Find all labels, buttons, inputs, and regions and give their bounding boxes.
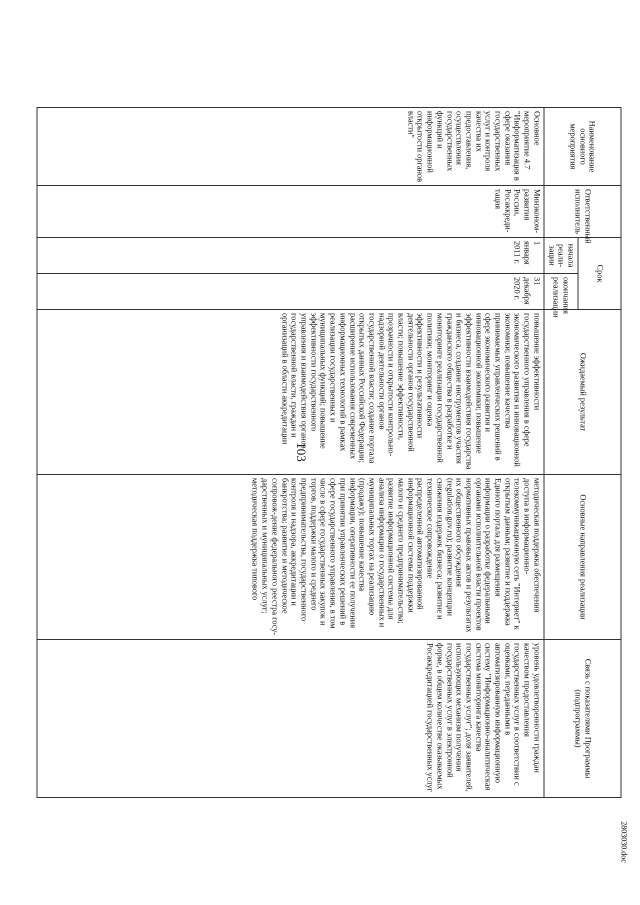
cell-executor: Минэконом-развития России, Росаккреди-тация	[37, 186, 544, 238]
cell-expected-result: повышение эффективности государственного управления в сфере экономического развития и инновационной экономики; повышение качества принимаемых управленческих решений в сфере экономического развития и инновационной экономики; повышение эффективности взаимодействия государства и бизнеса, создание инструментов участия гражданского общества в разработке и мониторинге реализации государственной политики; мониторинг и оценка эффективности и результативности деятельности органов государственной власти; повышение эффективности, прозрачности и открытости контрольно-надзорной деятельности органов государственной власти; создание портала открытых данных Российской Федерации; расширение использования современных информационных технологий в рамках реализации государственных и муниципальных функций; повышение эффективности государственного управления и взаимодействия органов государственной власти, граждан и организаций в области аккредитации	[37, 310, 544, 475]
header-executor: Ответственный исполнитель	[544, 186, 621, 238]
document-code: 2803030.doc	[619, 821, 629, 863]
table-header-row	[578, 108, 621, 798]
program-table	[37, 107, 622, 797]
header-expected-result: Ожидаемый результат	[544, 310, 621, 475]
table-row	[37, 108, 544, 798]
header-start: начала реали-зации	[544, 238, 578, 274]
header-term: Срок	[578, 238, 621, 310]
header-activity-name: Наименование основного мероприятия	[544, 108, 621, 186]
header-main-directions: Основные направления реализации	[544, 475, 621, 640]
header-end: окончания реализации	[544, 274, 578, 310]
cell-link-indicators: уровень удовлетворенности граждан качеством предоставления государственных услуг в соответствии с оценками, переданными в автоматизированную информационную систему "Информационно-аналитическая система мониторинга качества государственных услуг"; доля заявителей, использующих механизм получения государственных услуг в электронной форме, в общем количестве оказываемых Росаккредитацией государственных услуг	[37, 640, 544, 798]
cell-main-directions: методическая поддержка обеспечения доступа в информационно-телекоммуникационную сеть "Интернет" к открытым данным; развитие и поддержка Единого портала для размещения информации о разработке федеральными органами исполнительной власти проектов нормативных правовых актов и результатах их общественного обсуждения (regulation.gov.ru); развитие концепции снижения издержек бизнеса; развитие и техническое сопровождение распределенной автоматизированной информационной системы поддержки малого и среднего предпринимательства; развитие информационной системы для анализа информации о государственных и муниципальных торгах на реализацию (продажу); повышение качества информации, оперативности ее получения при принятии управленческих решений в сфере государственного управления, в том числе в сфере государственных закупок и торгов, поддержки малого и среднего предпринимательства, государственного контроля и надзора, аккредитации и банкротства; развитие и методическое сопровож-дение федерального реестра госу-дарственных и муниципальных услуг; методическая поддержка типового	[37, 475, 544, 640]
page-number: 103	[294, 442, 309, 462]
header-link-indicators: Связь с показателями Программы (подпрограммы)	[544, 640, 621, 798]
cell-start: 1 января 2011 г.	[37, 238, 544, 274]
cell-end: 31 декабря 2020 г.	[37, 274, 544, 310]
activities-table	[37, 107, 622, 798]
cell-activity-name: Основное мероприятие 4.7 "Информатизация в сфере оказания государственных услуг и контроля качества их предоставления, осуществления государственных функций и информационной открытости органов власти"	[37, 108, 544, 186]
